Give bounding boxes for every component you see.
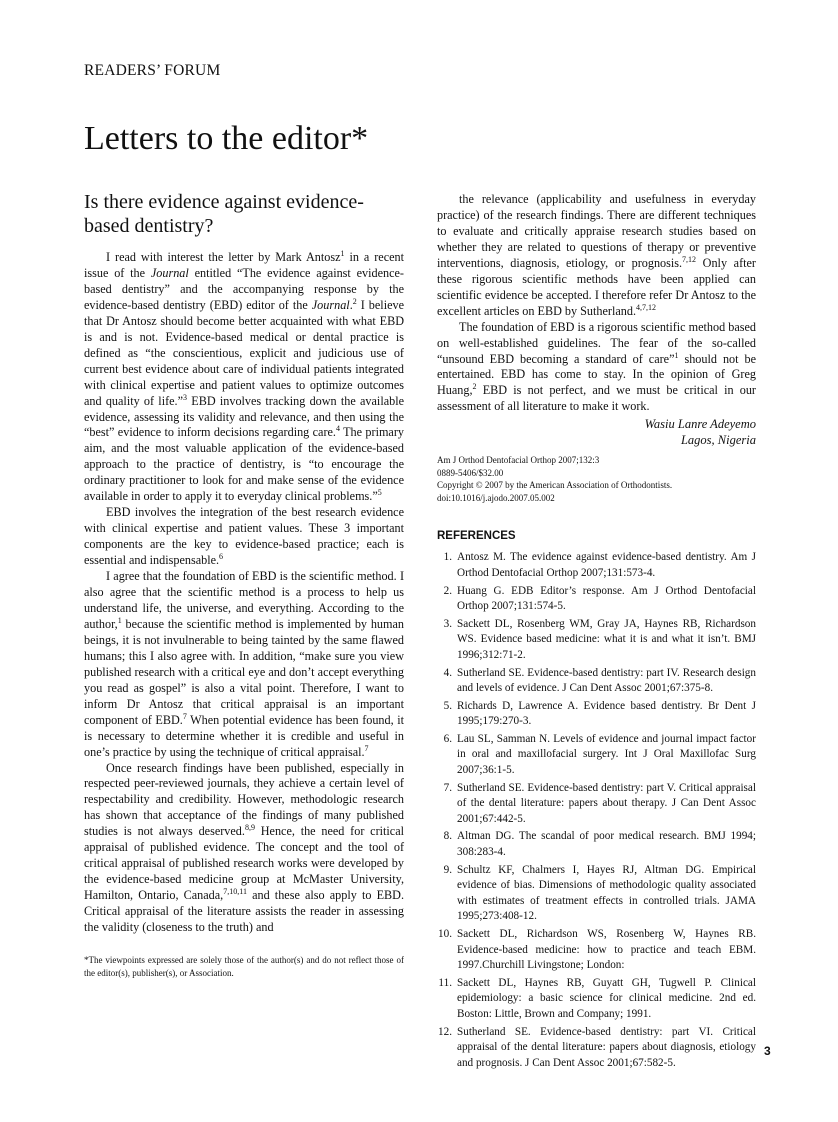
reference-number: 2. bbox=[443, 584, 452, 597]
reference-item bbox=[437, 829, 756, 860]
text-run: Once research findings have been published, especially in respected peer-reviewed journals, they achieve a certain level of respectability and credibility. However, methodologic research has shown that acceptance of the findings of many published studies is not always deserved. bbox=[84, 760, 404, 839]
text-run: EBD involves tracking down the available evidence, assessing its validity and relevance, and then using the “best” evidence to inform decisions regarding care. bbox=[84, 393, 405, 440]
author-name: Wasiu Lanre Adeyemo bbox=[644, 417, 756, 432]
reference-number: 8. bbox=[443, 830, 452, 843]
reference-superscript: 8,9 bbox=[244, 823, 255, 833]
references-heading: REFERENCES bbox=[437, 530, 516, 543]
reference-text: Sutherland SE. Evidence-based dentistry: part V. Critical appraisal of the dental literature: papers about therapy. J Can Dent Assoc 2001;67:442-5. bbox=[457, 781, 756, 825]
left-column bbox=[84, 190, 404, 980]
letter-body-right bbox=[437, 192, 756, 415]
text-run: EBD involves the integration of the best research evidence with clinical expertise and patient values. These 3 important components are the key to evidence-based practice; each is essential and indispensable. bbox=[84, 505, 404, 568]
reference-superscript: 2 bbox=[352, 296, 357, 306]
reference-superscript: 7 bbox=[182, 711, 187, 721]
citation-line[interactable]: doi:10.1016/j.ajodo.2007.05.002 bbox=[437, 492, 555, 503]
text-run: Only after these rigorous scientific methods have been applied can scientific evidence be accepted. I therefore refer Dr Antosz to the excellent articles on EBD by Sutherland. bbox=[437, 255, 756, 318]
footnote: *The viewpoints expressed are solely those of the author(s) and do not reflect those of the editor(s), publisher(s), or Association. bbox=[84, 954, 404, 978]
paragraph bbox=[437, 192, 756, 320]
text-run: Hence, the need for critical appraisal of published evidence. The concept and the tool of critical appraisal of published research works were developed by the evidence-based medicine group at McMaster University, Hamilton, Ontario, Canada, bbox=[84, 824, 405, 903]
reference-number: 10. bbox=[438, 928, 452, 940]
reference-number: 7. bbox=[443, 781, 452, 794]
reference-text: Altman DG. The scandal of poor medical research. BMJ 1994; 308:283-4. bbox=[457, 830, 756, 859]
citation-line: Copyright © 2007 by the American Association of Orthodontists. bbox=[437, 480, 673, 491]
reference-superscript: 6 bbox=[219, 552, 224, 562]
page-number: 3 bbox=[764, 1044, 771, 1058]
reference-item bbox=[437, 976, 756, 1023]
italic-text: Journal bbox=[311, 297, 350, 312]
reference-number: 5. bbox=[443, 699, 452, 712]
reference-item bbox=[437, 863, 756, 925]
paragraph bbox=[84, 761, 404, 936]
reference-superscript: 2 bbox=[472, 382, 477, 392]
reference-item bbox=[437, 927, 756, 974]
reference-text: Sutherland SE. Evidence-based dentistry: part VI. Critical appraisal of the dental literature: papers about diagnosis, etiology and prognosis. J Can Dent Assoc 2001;67:582-5. bbox=[457, 1025, 756, 1069]
text-run: When potential evidence has been found, it is necessary to determine whether it is credible and useful in one’s practice by using the technique of critical appraisal. bbox=[84, 712, 404, 759]
reference-item bbox=[437, 1025, 756, 1072]
text-run: I read with interest the letter by Mark Antosz bbox=[106, 250, 341, 264]
reference-superscript: 7 bbox=[364, 743, 369, 753]
text-run: The foundation of EBD is a rigorous scientific method based on well-established guidelines. The fear of the so-called “unsound EBD becoming a standard of care” bbox=[437, 319, 756, 366]
page-title: Letters to the editor* bbox=[84, 120, 369, 157]
reference-item bbox=[437, 699, 756, 730]
reference-text: Huang G. EDB Editor’s response. Am J Orthod Dentofacial Orthop 2007;131:574-5. bbox=[457, 584, 756, 613]
text-run: should not be entertained. EBD has come to stay. In the opinion of Greg Huang, bbox=[437, 351, 756, 398]
reference-text: Antosz M. The evidence against evidence-based dentistry. Am J Orthod Dentofacial Orthop 2007;131:573-4. bbox=[457, 551, 756, 579]
text-run: I agree that the foundation of EBD is the scientific method. I also agree that the scientific method is a process to help us understand life, the universe, and everything. According to the author, bbox=[84, 569, 404, 631]
text-run: in a recent issue of the bbox=[84, 250, 405, 280]
reference-number: 11. bbox=[438, 976, 452, 989]
reference-text: Sackett DL, Haynes RB, Guyatt GH, Tugwell P. Clinical epidemiology: a basic science for clinical medicine. 2nd ed. Boston: Little, Brown and Company; 1991. bbox=[457, 976, 756, 1020]
paragraph bbox=[84, 250, 404, 505]
text-run: because the scientific method is implemented by human beings, it is not invulnerable to being tainted by the same flawed humans; this I also agree with. In addition, “make sure you view published research with a critical eye and don’t accept everything you read as gospel” is also a vital point. Therefore, I want to inform Dr Antosz that critical appraisal is an important component of EBD. bbox=[84, 616, 404, 727]
text-run: . bbox=[349, 297, 353, 312]
paragraph bbox=[84, 569, 404, 760]
reference-item bbox=[437, 666, 756, 697]
reference-text: Sackett DL, Richardson WS, Rosenberg W, Haynes RB. Evidence-based medicine: how to practice and teach EBM. 1997.Churchill Livingstone; London: bbox=[457, 928, 756, 972]
reference-text: Lau SL, Samman N. Levels of evidence and journal impact factor in oral and maxillofacial surgery. Int J Oral Maxillofac Surg 2007;36:1-5. bbox=[457, 732, 756, 777]
reference-item bbox=[437, 781, 756, 828]
text-run: I believe that Dr Antosz should become better acquainted with what EBD is and is not. Evidence-based medical or dental practice is defined as “the conscientious, explicit and judicious use of current best evidence about care of individual patients integrated with clinical expertise and patient values to optimize outcomes and quality of life.” bbox=[84, 297, 404, 408]
citation-line: 0889-5406/$32.00 bbox=[437, 467, 504, 478]
reference-number: 6. bbox=[443, 732, 452, 745]
reference-number: 1. bbox=[443, 551, 452, 564]
reference-superscript: 5 bbox=[377, 488, 382, 498]
reference-text: Sutherland SE. Evidence-based dentistry: part IV. Research design and levels of evidence. J Can Dent Assoc 2001;67:375-8. bbox=[457, 666, 756, 695]
reference-superscript: 1 bbox=[340, 248, 345, 258]
text-run: EBD is not perfect, and we must be critical in our assessment of all literature to make it work. bbox=[437, 383, 756, 414]
reference-item bbox=[437, 550, 756, 581]
reference-superscript: 3 bbox=[183, 392, 188, 402]
text-run: entitled “The evidence against evidence-based dentistry” and the accompanying response by the evidence-based dentistry (EBD) editor of the bbox=[84, 265, 404, 312]
section-label: READERS’ FORUM bbox=[84, 62, 221, 79]
text-run: The primary aim, and the most valuable application of the evidence-based approach to the practice of dentistry, is “to encourage the ordinary practitioner to look for and make sense of the evidence available in order to apply it to everyday clinical problems.” bbox=[84, 425, 404, 504]
reference-superscript: 7,10,11 bbox=[223, 887, 247, 897]
reference-number: 3. bbox=[443, 617, 452, 630]
author-location: Lagos, Nigeria bbox=[680, 432, 756, 447]
reference-superscript: 1 bbox=[117, 615, 122, 625]
paragraph bbox=[84, 505, 404, 569]
reference-superscript: 7,12 bbox=[682, 254, 697, 264]
text-run: and these also apply to EBD. Critical appraisal of the literature assists the reader in assessing the validity (closeness to the truth) and bbox=[84, 888, 405, 935]
reference-number: 12. bbox=[438, 1025, 452, 1038]
right-column bbox=[437, 192, 756, 1073]
text-run: the relevance (applicability and usefulness in everyday practice) of the research findings. There are different techniques to evaluate and critically appraise research studies based on whether they are related to questions of therapy or preventive interventions, diagnosis, etiology, or prognosis. bbox=[437, 192, 756, 270]
reference-number: 9. bbox=[443, 863, 452, 876]
reference-text: Schultz KF, Chalmers I, Hayes RJ, Altman DG. Empirical evidence of bias. Dimensions of methodologic quality associated with estimates of treatment effects in controlled trials. JAMA 1995;273:408-12. bbox=[457, 863, 756, 923]
reference-item bbox=[437, 584, 756, 615]
reference-item bbox=[437, 732, 756, 779]
reference-text: Richards D, Lawrence A. Evidence based dentistry. Br Dent J 1995;179:270-3. bbox=[457, 699, 756, 728]
paragraph bbox=[437, 320, 756, 416]
reference-superscript: 4,7,12 bbox=[636, 302, 657, 312]
citation-line: Am J Orthod Dentofacial Orthop 2007;132:3 bbox=[437, 455, 600, 466]
reference-superscript: 1 bbox=[674, 350, 679, 360]
citation-block bbox=[437, 454, 756, 504]
italic-text: Journal bbox=[150, 265, 189, 280]
letter-title: Is there evidence against evidence-based dentistry? bbox=[84, 191, 364, 237]
reference-item bbox=[437, 617, 756, 664]
references-list bbox=[437, 550, 756, 1071]
reference-text: Sackett DL, Rosenberg WM, Gray JA, Haynes RB, Richardson WS. Evidence based medicine: what it is and what it isn’t. BMJ 1996;312:71-2. bbox=[457, 617, 756, 661]
signature bbox=[437, 417, 756, 448]
reference-superscript: 4 bbox=[335, 424, 340, 434]
letter-body-left bbox=[84, 250, 404, 936]
reference-number: 4. bbox=[443, 666, 452, 679]
